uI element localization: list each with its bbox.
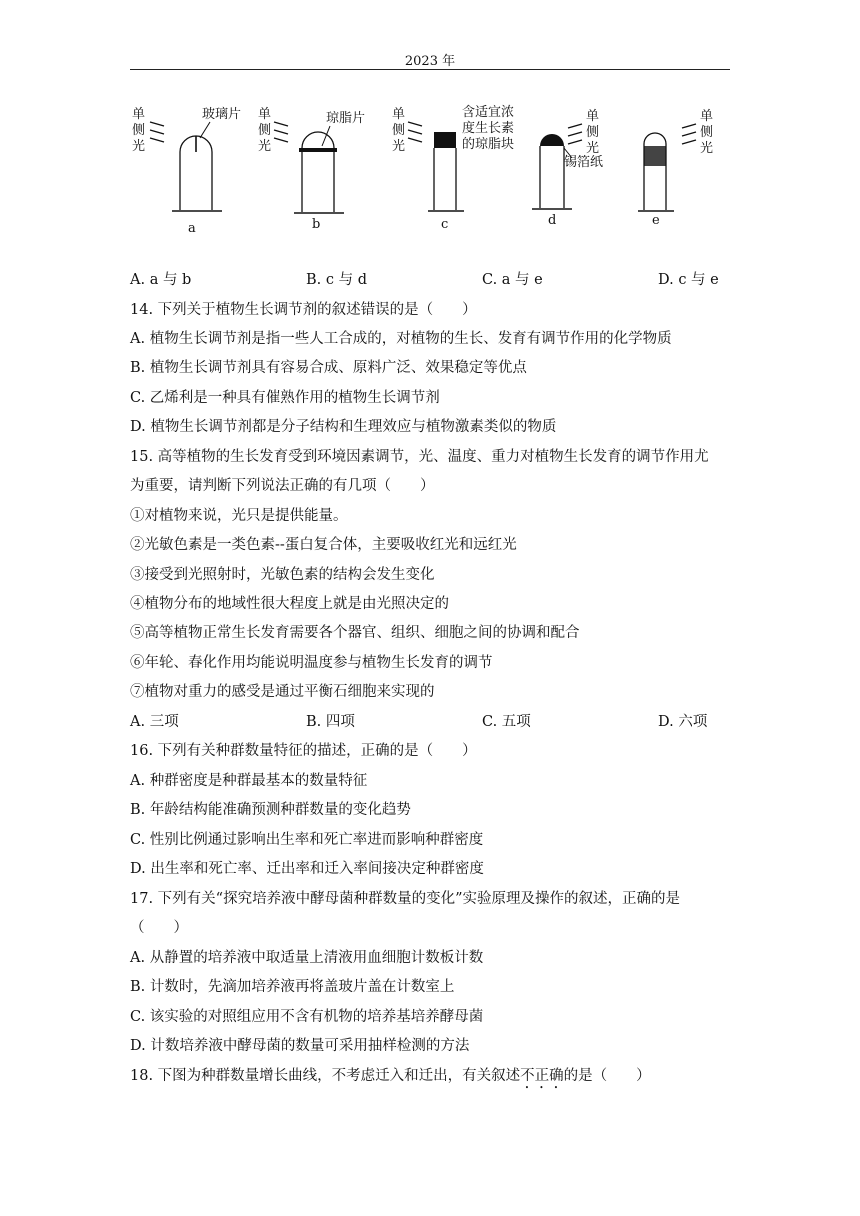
agar-block-label-3: 的琼脂块 <box>462 137 515 152</box>
q14-stem: 14. 下列关于植物生长调节剂的叙述错误的是（ ） <box>130 302 477 318</box>
page-header: 2023 年 <box>404 54 456 69</box>
q13-option-c: C. a 与 e <box>482 272 543 288</box>
q16-option-c: C. 性别比例通过影响出生率和死亡率进而影响种群密度 <box>130 832 484 848</box>
caption-a: a <box>188 221 196 236</box>
q13-option-b: B. c 与 d <box>306 272 367 288</box>
side-light-label-e-3: 光 <box>700 141 714 156</box>
q18-stem-after: 的是（ ） <box>563 1068 651 1084</box>
side-light-label-a-3: 光 <box>132 139 146 154</box>
q13-option-d: D. c 与 e <box>658 272 719 288</box>
q18-stem-emphasis: 不正确 <box>520 1068 564 1084</box>
caption-e: e <box>652 213 660 228</box>
q13-option-a: A. a 与 b <box>130 272 192 288</box>
agar-slice-label: 琼脂片 <box>326 111 366 126</box>
q14-option-d: D. 植物生长调节剂都是分子结构和生理效应与植物激素类似的物质 <box>130 419 557 435</box>
q15-statement-4: ④植物分布的地域性很大程度上就是由光照决定的 <box>130 596 449 612</box>
side-light-label-c-1: 单 <box>392 107 406 122</box>
q17-option-c: C. 该实验的对照组应用不含有机物的培养基培养酵母菌 <box>130 1009 484 1025</box>
q17-option-b: B. 计数时，先滴加培养液再将盖玻片盖在计数室上 <box>130 979 455 995</box>
q15-option-c: C. 五项 <box>482 714 531 730</box>
side-light-label-b-2: 侧 <box>258 123 272 138</box>
q15-stem-line2: 为重要，请判断下列说法正确的有几项（ ） <box>130 478 435 494</box>
glass-slice-label: 玻璃片 <box>202 107 242 122</box>
q17-stem-line2: （ ） <box>130 920 188 936</box>
side-light-label-a-1: 单 <box>132 107 146 122</box>
q15-statement-3: ③接受到光照射时，光敏色素的结构会发生变化 <box>130 567 435 583</box>
q15-stem-line1: 15. 高等植物的生长发育受到环境因素调节，光、温度、重力对植物生长发育的调节作用尤 <box>130 449 709 465</box>
setup-c <box>392 105 514 232</box>
q14-option-c: C. 乙烯利是一种具有催熟作用的植物生长调节剂 <box>130 390 440 406</box>
agar-block-label-1: 含适宜浓 <box>462 105 515 120</box>
q18-stem <box>130 1066 651 1092</box>
light-arrows-d <box>568 124 582 144</box>
foil-cap <box>540 134 564 146</box>
q15-statement-5: ⑤高等植物正常生长发育需要各个器官、组织、细胞之间的协调和配合 <box>130 625 580 641</box>
q15-statement-1: ①对植物来说，光只是提供能量。 <box>130 508 348 524</box>
q14-option-a: A. 植物生长调节剂是指一些人工合成的，对植物的生长、发育有调节作用的化学物质 <box>130 331 672 347</box>
header-rule <box>130 69 730 70</box>
light-arrows-a <box>150 122 164 142</box>
side-light-label-d-3: 光 <box>586 141 600 156</box>
experiment-figure <box>130 96 730 246</box>
side-light-label-e-2: 侧 <box>700 125 714 140</box>
caption-d: d <box>548 213 557 228</box>
q15-option-b: B. 四项 <box>306 714 355 730</box>
side-light-label-c-2: 侧 <box>392 123 406 138</box>
light-arrows-b <box>274 122 288 142</box>
side-light-label-a-2: 侧 <box>132 123 146 138</box>
q16-option-a: A. 种群密度是种群最基本的数量特征 <box>130 773 368 789</box>
side-light-label-d-2: 侧 <box>586 125 600 140</box>
side-light-label-d-1: 单 <box>586 109 600 124</box>
side-light-label-b-3: 光 <box>258 139 272 154</box>
setup-d <box>532 109 603 228</box>
q18-stem-before: 18. 下图为种群数量增长曲线，不考虑迁入和迁出，有关叙述 <box>130 1068 521 1084</box>
q16-stem: 16. 下列有关种群数量特征的描述，正确的是（ ） <box>130 743 477 759</box>
agar-block-label-2: 度生长素 <box>462 121 515 136</box>
light-arrows-c <box>408 122 422 142</box>
setup-a <box>132 106 241 236</box>
agar-slice <box>299 148 337 152</box>
side-light-label-b-1: 单 <box>258 107 272 122</box>
foil-label: 锡箔纸 <box>564 155 604 170</box>
light-arrows-e <box>682 124 696 144</box>
setup-e <box>638 109 713 228</box>
agar-block <box>434 132 456 148</box>
caption-c: c <box>441 217 449 232</box>
q15-statement-7: ⑦植物对重力的感受是通过平衡石细胞来实现的 <box>130 684 435 700</box>
caption-b: b <box>312 217 321 232</box>
q15-option-d: D. 六项 <box>658 714 708 730</box>
q15-statement-2: ②光敏色素是一类色素--蛋白复合体，主要吸收红光和远红光 <box>130 537 517 553</box>
setup-b <box>258 107 365 232</box>
q16-option-d: D. 出生率和死亡率、迁出率和迁入率间接决定种群密度 <box>130 861 484 877</box>
foil-band <box>644 146 666 166</box>
q14-option-b: B. 植物生长调节剂具有容易合成、原料广泛、效果稳定等优点 <box>130 360 527 376</box>
q17-option-a: A. 从静置的培养液中取适量上清液用血细胞计数板计数 <box>130 950 484 966</box>
q17-stem-line1: 17. 下列有关“探究培养液中酵母菌种群数量的变化”实验原理及操作的叙述，正确的是 <box>130 891 680 907</box>
side-light-label-e-1: 单 <box>700 109 714 124</box>
q16-option-b: B. 年龄结构能准确预测种群数量的变化趋势 <box>130 802 411 818</box>
coleoptile-diagram <box>130 96 730 246</box>
side-light-label-c-3: 光 <box>392 139 406 154</box>
q17-option-d: D. 计数培养液中酵母菌的数量可采用抽样检测的方法 <box>130 1038 470 1054</box>
q15-statement-6: ⑥年轮、春化作用均能说明温度参与植物生长发育的调节 <box>130 655 493 671</box>
q15-option-a: A. 三项 <box>130 714 179 730</box>
